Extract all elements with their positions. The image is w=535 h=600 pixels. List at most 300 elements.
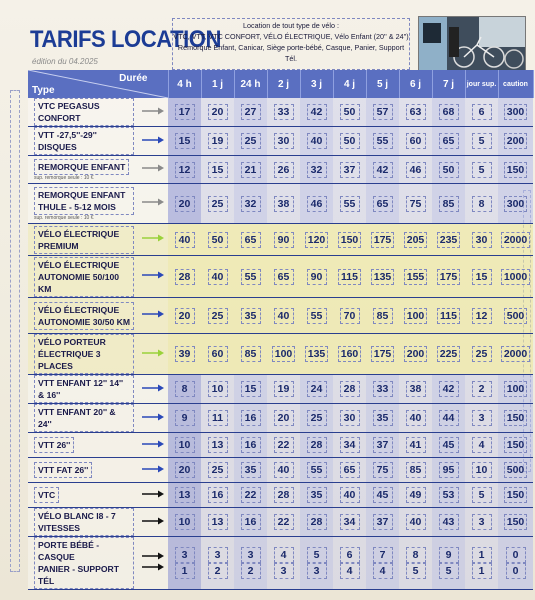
table-row (28, 127, 533, 156)
price-value: 150 (338, 232, 362, 248)
row-label: VTC PEGASUS CONFORT (34, 98, 134, 126)
price-value: 25 (241, 133, 261, 149)
table-row (28, 334, 533, 375)
table-row (28, 483, 533, 508)
price-cell (465, 298, 498, 334)
price-cell (333, 334, 366, 375)
type-duree-header (28, 70, 168, 98)
price-value: 26 (274, 162, 294, 178)
price-value: 40 (274, 462, 294, 478)
price-cell (366, 537, 399, 590)
price-cell (399, 298, 432, 334)
price-cell (498, 404, 533, 433)
price-cell (201, 256, 234, 298)
price-cell (333, 458, 366, 483)
duree-label: Durée (119, 73, 148, 84)
price-value: 175 (371, 232, 395, 248)
price-value: 28 (307, 514, 327, 530)
price-cell (300, 375, 333, 404)
price-value: 95 (439, 462, 459, 478)
price-cell (168, 483, 201, 508)
price-value: 55 (373, 133, 393, 149)
price-cell (234, 156, 267, 184)
price-cell (234, 298, 267, 334)
price-value: 22 (274, 437, 294, 453)
price-value: 21 (241, 162, 261, 178)
price-value: 2 (208, 563, 228, 579)
price-value: 40 (340, 487, 360, 503)
price-cell (234, 508, 267, 537)
price-value: 19 (208, 133, 228, 149)
row-label: VTT 26'' (34, 437, 74, 453)
price-cell (168, 508, 201, 537)
price-value: 55 (307, 462, 327, 478)
price-value: 55 (340, 196, 360, 212)
row-label: VÉLO ÉLECTRIQUE AUTONOMIE 50/100 KM (34, 257, 134, 297)
arrow-right-icon (142, 552, 164, 560)
arrow-right-icon (142, 490, 164, 498)
row-label: REMORQUE ENFANT THULE - 5-12 MOIS (34, 187, 134, 215)
price-value: 115 (338, 269, 361, 285)
price-cell (333, 224, 366, 256)
price-cell (300, 483, 333, 508)
price-cell (366, 483, 399, 508)
price-cell (168, 404, 201, 433)
price-cell (366, 458, 399, 483)
row-arrow-cell (138, 404, 168, 433)
table-row (28, 224, 533, 256)
row-type-cell (28, 404, 138, 433)
column-header: 1 j (201, 70, 234, 98)
row-label (34, 537, 134, 589)
price-value: 53 (439, 487, 459, 503)
price-cell (234, 433, 267, 458)
price-cell (399, 483, 432, 508)
price-cell (168, 375, 201, 404)
price-value: 85 (373, 308, 393, 324)
price-cell (432, 334, 465, 375)
price-value: 20 (175, 196, 195, 212)
price-cell (498, 156, 533, 184)
row-note: sup. remorque seule : 10 € (34, 174, 94, 181)
price-value: 25 (472, 346, 492, 362)
price-cell (399, 98, 432, 127)
price-cell (465, 404, 498, 433)
row-arrow-cell (138, 483, 168, 508)
table-row (28, 375, 533, 404)
price-value: 28 (274, 487, 294, 503)
price-cell (465, 224, 498, 256)
price-value: 7 (373, 547, 393, 563)
price-value: 16 (208, 487, 228, 503)
price-cell (267, 98, 300, 127)
price-cell (234, 98, 267, 127)
price-cell (267, 537, 300, 590)
price-value: 0 (506, 547, 526, 563)
row-label: REMORQUE ENFANT (34, 159, 129, 175)
price-cell (201, 224, 234, 256)
price-value: 42 (373, 162, 393, 178)
price-value: 65 (274, 269, 294, 285)
column-header: caution (498, 70, 533, 98)
price-value: 35 (241, 462, 261, 478)
row-arrow-cell (138, 508, 168, 537)
price-value: 38 (274, 196, 294, 212)
price-value: 50 (208, 232, 228, 248)
price-cell (234, 537, 267, 590)
price-cell (465, 256, 498, 298)
price-value: 30 (472, 232, 492, 248)
price-value: 11 (208, 410, 228, 426)
row-arrow-cell (138, 184, 168, 224)
price-value: 40 (406, 410, 426, 426)
price-cell (234, 404, 267, 433)
row-type-cell (28, 184, 138, 224)
price-value: 49 (406, 487, 426, 503)
price-value: 6 (340, 547, 360, 563)
price-value: 35 (241, 308, 261, 324)
price-cell (300, 256, 333, 298)
price-cell (201, 508, 234, 537)
price-value: 40 (175, 232, 195, 248)
price-cell (366, 156, 399, 184)
price-value: 68 (439, 104, 459, 120)
price-cell (465, 375, 498, 404)
price-cell (267, 375, 300, 404)
price-value: 38 (406, 381, 426, 397)
arrow-right-icon (142, 563, 164, 571)
price-cell (168, 537, 201, 590)
row-label: VTC (34, 487, 59, 503)
price-value: 8 (406, 547, 426, 563)
price-value: 40 (307, 133, 327, 149)
price-cell (498, 433, 533, 458)
price-cell (234, 256, 267, 298)
row-label-bottom: PANIER - SUPPORT TÉL (38, 564, 120, 586)
price-cell (432, 537, 465, 590)
price-cell (465, 98, 498, 127)
price-value: 4 (373, 563, 393, 579)
price-cell (201, 98, 234, 127)
price-cell (498, 184, 533, 224)
row-type-cell (28, 458, 138, 483)
price-cell (465, 508, 498, 537)
price-value: 40 (274, 308, 294, 324)
row-arrow-cell (138, 433, 168, 458)
price-value: 46 (307, 196, 327, 212)
price-value: 150 (504, 514, 528, 530)
price-value: 200 (504, 133, 528, 149)
row-label: VÉLO ÉLECTRIQUE PREMIUM (34, 226, 134, 254)
column-header: 24 h (234, 70, 267, 98)
table-row (28, 256, 533, 298)
price-cell (498, 508, 533, 537)
price-value: 12 (472, 308, 492, 324)
price-value: 42 (439, 381, 459, 397)
price-cell (234, 458, 267, 483)
price-value: 10 (175, 437, 195, 453)
price-cell (267, 508, 300, 537)
price-value: 65 (340, 462, 360, 478)
column-header: 4 h (168, 70, 201, 98)
price-cell (267, 404, 300, 433)
price-value: 115 (437, 308, 460, 324)
price-cell (267, 298, 300, 334)
price-cell (267, 224, 300, 256)
price-value: 2 (241, 563, 261, 579)
price-value: 13 (208, 514, 228, 530)
price-value: 13 (175, 487, 195, 503)
price-cell (234, 184, 267, 224)
price-cell (201, 375, 234, 404)
price-cell (366, 375, 399, 404)
price-value: 2 (472, 381, 492, 397)
column-header: 5 j (366, 70, 399, 98)
price-cell (168, 458, 201, 483)
arrow-right-icon (142, 349, 164, 357)
price-value: 225 (437, 346, 461, 362)
price-value: 16 (241, 514, 261, 530)
price-value: 40 (406, 514, 426, 530)
price-value: 300 (504, 104, 528, 120)
price-cell (300, 458, 333, 483)
price-cell (300, 537, 333, 590)
price-cell (498, 98, 533, 127)
price-value: 500 (504, 308, 528, 324)
price-value: 2000 (501, 346, 530, 362)
price-value: 150 (504, 162, 528, 178)
table-row (28, 298, 533, 334)
price-cell (300, 298, 333, 334)
price-cell (333, 298, 366, 334)
price-value: 20 (175, 462, 195, 478)
row-label: VTT FAT 26'' (34, 462, 92, 478)
price-value: 60 (208, 346, 228, 362)
price-cell (168, 127, 201, 156)
price-cell (465, 458, 498, 483)
price-value: 5 (406, 563, 426, 579)
price-value: 37 (373, 437, 393, 453)
price-cell (168, 256, 201, 298)
info-line: Remorque Enfant, Canicar, Siège porte-bébé, Casque, Panier, Support Tél. (177, 43, 405, 63)
price-cell (432, 184, 465, 224)
price-cell (333, 256, 366, 298)
price-value: 34 (340, 437, 360, 453)
price-value: 33 (373, 381, 393, 397)
price-cell (201, 298, 234, 334)
price-cell (366, 256, 399, 298)
price-value: 300 (504, 196, 528, 212)
price-cell (465, 156, 498, 184)
table-row (28, 404, 533, 433)
price-value: 13 (208, 437, 228, 453)
price-value: 34 (340, 514, 360, 530)
row-label: VÉLO BLANC I8 - 7 VITESSES (34, 508, 134, 536)
price-cell (432, 483, 465, 508)
price-value: 1 (472, 563, 492, 579)
price-value: 150 (504, 410, 528, 426)
price-cell (168, 334, 201, 375)
arrow-right-icon (142, 107, 164, 115)
price-value: 12 (175, 162, 195, 178)
price-value: 17 (175, 104, 195, 120)
price-value: 60 (406, 133, 426, 149)
price-cell (333, 537, 366, 590)
price-cell (234, 334, 267, 375)
price-value: 8 (175, 381, 195, 397)
price-value: 70 (340, 308, 360, 324)
price-cell (267, 458, 300, 483)
row-type-cell (28, 483, 138, 508)
price-cell (432, 508, 465, 537)
price-value: 9 (439, 547, 459, 563)
type-label: Type (32, 85, 55, 96)
price-cell (234, 224, 267, 256)
price-cell (432, 458, 465, 483)
price-value: 46 (406, 162, 426, 178)
price-value: 175 (437, 269, 461, 285)
info-box (172, 18, 410, 70)
price-value: 3 (175, 547, 195, 563)
price-cell (201, 537, 234, 590)
price-cell (498, 127, 533, 156)
arrow-right-icon (142, 234, 164, 242)
row-type-cell (28, 508, 138, 537)
arrow-right-icon (142, 310, 164, 318)
row-label: VÉLO ÉLECTRIQUE AUTONOMIE 30/50 KM (34, 302, 134, 330)
row-type-cell (28, 375, 138, 404)
price-cell (267, 127, 300, 156)
price-value: 5 (472, 133, 492, 149)
price-value: 205 (404, 232, 428, 248)
row-arrow-cell (138, 256, 168, 298)
price-value: 20 (175, 308, 195, 324)
row-arrow-cell (138, 127, 168, 156)
price-cell (201, 433, 234, 458)
price-cell (399, 433, 432, 458)
price-value: 45 (439, 437, 459, 453)
price-value: 85 (439, 196, 459, 212)
price-cell (399, 375, 432, 404)
price-value: 4 (274, 547, 294, 563)
arrow-right-icon (142, 440, 164, 448)
price-value: 3 (307, 563, 327, 579)
price-value: 32 (307, 162, 327, 178)
price-cell (399, 334, 432, 375)
row-label: VTT -27,5''-29'' DISQUES (34, 127, 134, 155)
price-cell (300, 224, 333, 256)
price-value: 15 (472, 269, 492, 285)
price-value: 65 (241, 232, 261, 248)
row-arrow-cell (138, 298, 168, 334)
price-cell (432, 156, 465, 184)
price-value: 28 (340, 381, 360, 397)
price-value: 90 (307, 269, 327, 285)
table-row-accessories (28, 537, 533, 590)
row-arrow-cell (138, 224, 168, 256)
price-value: 24 (307, 381, 327, 397)
price-cell (432, 375, 465, 404)
price-cell (465, 483, 498, 508)
price-value: 3 (472, 410, 492, 426)
price-value: 25 (208, 462, 228, 478)
price-cell (201, 334, 234, 375)
price-cell (498, 458, 533, 483)
price-value: 25 (208, 196, 228, 212)
row-note: sup. remorque seule : 10 € (34, 214, 94, 221)
price-value: 42 (307, 104, 327, 120)
price-cell (267, 433, 300, 458)
table-header-row (28, 70, 533, 98)
price-cell (300, 334, 333, 375)
column-header: 6 j (399, 70, 432, 98)
price-cell (333, 508, 366, 537)
price-value: 55 (241, 269, 261, 285)
price-cell (333, 404, 366, 433)
price-cell (234, 127, 267, 156)
column-header: 4 j (333, 70, 366, 98)
price-cell (366, 334, 399, 375)
price-cell (201, 127, 234, 156)
price-cell (366, 184, 399, 224)
price-cell (201, 156, 234, 184)
price-cell (498, 224, 533, 256)
price-cell (168, 298, 201, 334)
row-arrow-cell (138, 156, 168, 184)
price-value: 5 (307, 547, 327, 563)
arrow-right-icon (142, 384, 164, 392)
price-cell (399, 404, 432, 433)
price-cell (498, 375, 533, 404)
price-value: 10 (208, 381, 228, 397)
row-arrow-cell (138, 98, 168, 127)
price-value: 235 (437, 232, 461, 248)
price-value: 65 (373, 196, 393, 212)
table-row (28, 184, 533, 224)
price-cell (168, 98, 201, 127)
column-header: 7 j (432, 70, 465, 98)
price-value: 33 (274, 104, 294, 120)
price-value: 8 (472, 196, 492, 212)
row-type-cell (28, 334, 138, 375)
price-value: 3 (208, 547, 228, 563)
price-cell (432, 127, 465, 156)
info-line: Location de tout type de vélo : (243, 21, 339, 30)
price-value: 30 (340, 410, 360, 426)
price-value: 65 (439, 133, 459, 149)
row-label: VÉLO PORTEUR ÉLECTRIQUE 3 PLACES (34, 334, 134, 374)
price-value: 37 (373, 514, 393, 530)
price-value: 22 (241, 487, 261, 503)
price-cell (465, 334, 498, 375)
row-arrow-cell (138, 537, 168, 590)
price-value: 35 (373, 410, 393, 426)
info-line: VTC, VTT, VTC CONFORT, VÉLO ÉLECTRIQUE, Vélo Enfant (20'' & 24'') (173, 32, 409, 41)
row-label-top: PORTE BÉBÉ - CASQUE (38, 540, 100, 562)
price-value: 57 (373, 104, 393, 120)
price-value: 500 (504, 462, 528, 478)
price-value: 100 (404, 308, 428, 324)
price-value: 32 (241, 196, 261, 212)
price-cell (366, 433, 399, 458)
price-value: 100 (504, 381, 528, 397)
price-cell (267, 334, 300, 375)
price-value: 135 (371, 269, 395, 285)
price-value: 25 (307, 410, 327, 426)
price-cell (399, 256, 432, 298)
row-type-cell (28, 537, 138, 590)
price-value: 90 (274, 232, 294, 248)
